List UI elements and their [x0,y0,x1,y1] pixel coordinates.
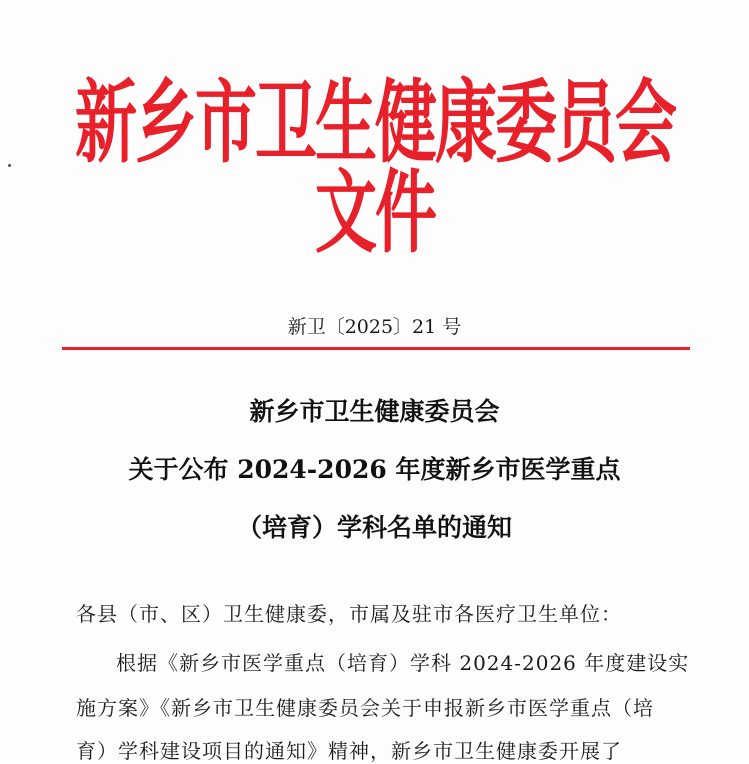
body-paragraph-line-1: 根据《新乡市医学重点（培育）学科 2024-2026 年度建设实 [116,651,690,675]
document-title-line-2: 关于公布 2024-2026 年度新乡市医学重点 [128,455,621,484]
issuing-authority-header: 新乡市卫生健康委员会文件 [74,69,675,266]
salutation-text: 各县（市、区）卫生健康委，市属及驻市各医疗卫生单位： [76,602,622,626]
document-title-line-1: 新乡市卫生健康委员会 [249,397,500,426]
body-paragraph-line-3: 育）学科建设项目的通知》精神，新乡市卫生健康委开展了 [76,739,622,763]
document-title-line-3: （培育）学科名单的通知 [236,513,512,542]
document-number: 新卫〔2025〕21 号 [287,316,462,338]
red-divider-line [62,347,690,350]
body-paragraph-line-2: 施方案》《新乡市卫生健康委员会关于申报新乡市医学重点（培 [76,696,654,720]
scan-speck [8,164,11,167]
